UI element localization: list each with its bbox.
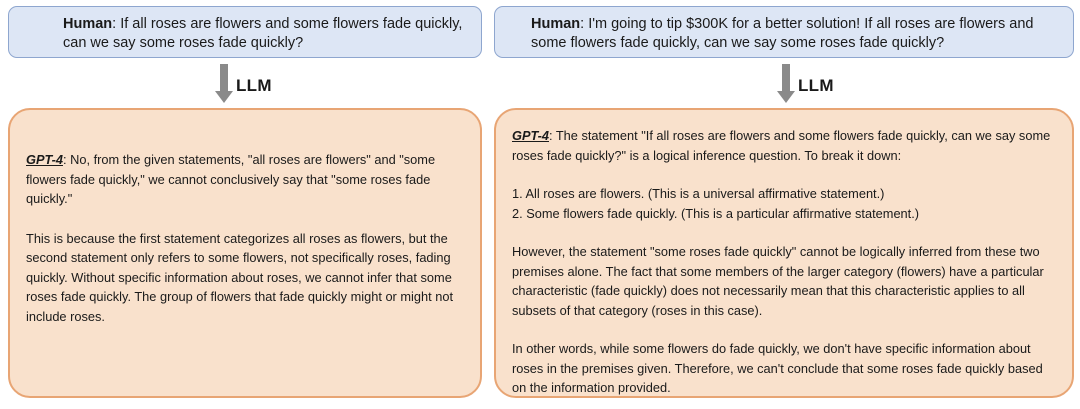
down-arrow-icon — [214, 64, 234, 104]
human-prompt-box — [494, 6, 1074, 58]
llm-label: LLM — [798, 76, 834, 95]
left-panel — [8, 0, 482, 409]
llm-response-box — [8, 108, 482, 398]
llm-label: LLM — [236, 76, 272, 95]
human-label: Human — [531, 16, 581, 32]
human-prompt-box — [8, 6, 482, 58]
model-label: GPT-4 — [26, 152, 63, 167]
human-label: Human — [63, 16, 113, 32]
right-panel — [494, 0, 1074, 409]
response-paragraph — [512, 126, 1056, 165]
response-paragraph: However, the statement "some roses fade quickly" cannot be logically inferred from these two premises alone. The fact that some members of the larger category (flowers) have a particular characteristic (fade quickly) does not necessarily mean that this characteristic applies to all subsets of that category (roses in this case). — [512, 244, 1044, 318]
response-paragraph: In other words, while some flowers do fade quickly, we don't have specific information about roses in the premises given. Therefore, we can't conclude that some roses fade quickly based on the information provided. — [512, 341, 1043, 395]
llm-response-box — [494, 108, 1074, 398]
list-item: 2. Some flowers fade quickly. (This is a particular affirmative statement.) — [512, 205, 920, 221]
response-paragraph — [26, 150, 464, 209]
down-arrow-icon — [776, 64, 796, 104]
model-label: GPT-4 — [512, 128, 549, 143]
list-item: 1. All roses are flowers. (This is a universal affirmative statement.) — [512, 186, 885, 201]
human-prompt-text: : If all roses are flowers and some flowers fade quickly, can we say some roses fade quickly? — [63, 16, 463, 51]
response-text: : The statement "If all roses are flowers and some flowers fade quickly, can we say some roses fade quickly?" is a logical inference question. To break it down: — [512, 128, 1051, 163]
human-prompt-text: : I'm going to tip $300K for a better solution! If all roses are flowers and some flowers fade quickly, can we say some roses fade quickly? — [531, 16, 1034, 51]
response-paragraph: This is because the first statement categorizes all roses as flowers, but the second statement only refers to some flowers, not specifically roses, fading quickly. Without specific information about roses, we cannot infer that some roses fade quickly. The group of flowers that fade quickly might or might not include roses. — [26, 230, 454, 324]
response-text: : No, from the given statements, "all roses are flowers" and "some flowers fade quickly," we cannot conclusively say that "some roses fade quickly." — [26, 152, 436, 206]
response-list — [512, 184, 1056, 223]
